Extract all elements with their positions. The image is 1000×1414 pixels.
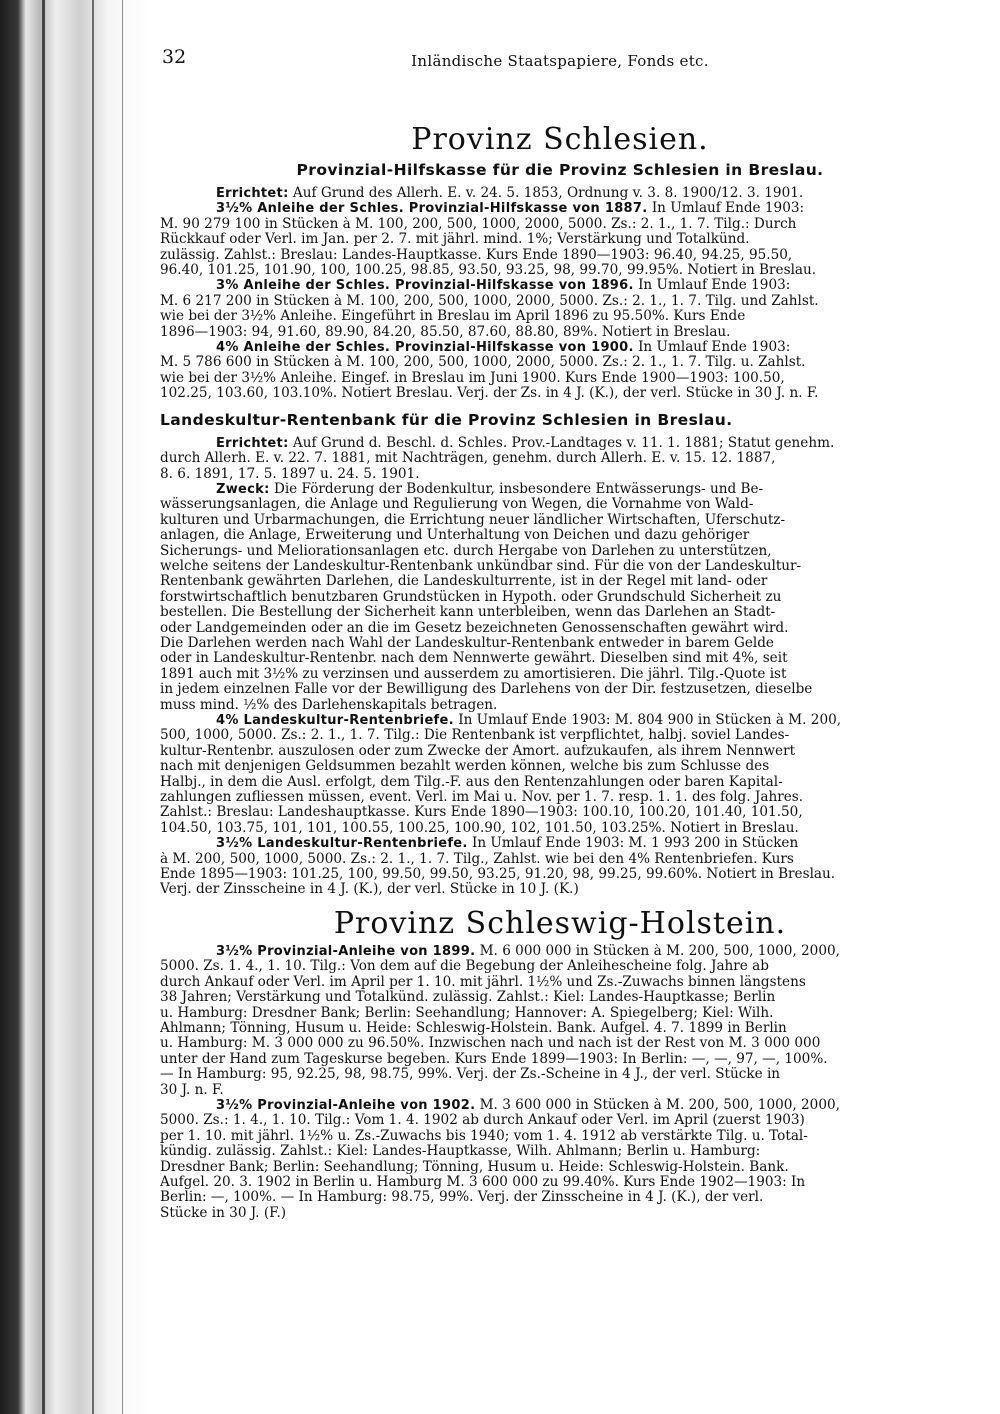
- rentenbriefe-4-label: 4% Landeskultur-Rentenbriefe.: [216, 713, 454, 728]
- binding-shadow-line: [42, 0, 45, 1414]
- loan-1900-line: 102.25, 103.60, 103.10%. Notiert Breslau. Verj. der Zs. in 4 J. (K.), der verl. Stücke in 30 J. n. F.: [160, 386, 819, 402]
- zweck-line: welche seitens der Landeskultur-Rentenbank unkündbar sind. Für die von der Landeskultur-: [160, 558, 802, 574]
- paragraph-rentenbriefe-4: [160, 713, 960, 728]
- loan-1900-line: M. 5 786 600 in Stücken à M. 100, 200, 500, 1000, 2000, 5000. Zs.: 2. 1., 1. 7. Tilg. u. Zahlst.: [160, 355, 806, 371]
- rentenbriefe-4-line: 500, 1000, 5000. Zs.: 2. 1., 1. 7. Tilg.: Die Rentenbank ist verpflichtet, halbj. soviel Landes-: [160, 728, 790, 744]
- paragraph-loan-1887: [160, 201, 960, 216]
- anleihe-1902-line: Dresdner Bank; Berlin: Seehandlung; Tönning, Husum u. Heide: Schleswig-Holstein. Bank.: [160, 1159, 789, 1175]
- label-errichtet: Errichtet:: [216, 186, 289, 201]
- rentenbriefe-4-line: 104.50, 103.75, 101, 101, 100.55, 100.25, 100.90, 102, 101.50, 103.25%. Notiert in Breslau.: [160, 820, 799, 836]
- anleihe-1899-line: 38 Jahren; Verstärkung und Totalkünd. zulässig. Zahlst.: Kiel: Landes-Hauptkasse; Berlin: [160, 990, 776, 1006]
- paragraph-anleihe-1899: [160, 944, 960, 959]
- paragraph-rentenbank-errichtet: [160, 436, 960, 451]
- running-header: [160, 40, 960, 70]
- anleihe-1902-line: Berlin: —, 100%. — In Hamburg: 98.75, 99%. Verj. der Zinsscheine in 4 J. (K.), der verl.: [160, 1190, 764, 1206]
- anleihe-1899-line: u. Hamburg: Dresdner Bank; Berlin: Seehandlung; Hannover: A. Spiegelberg; Kiel: Wilh.: [160, 1005, 774, 1021]
- zweck-line: oder in Landeskultur-Rentenbr. nach dem Nennwerte gewährt. Dieselben sind mit 4%, seit: [160, 651, 788, 667]
- zweck-line: wässerungsanlagen, die Anlage und Regulierung von Wegen, die Vornahme von Wald-: [160, 497, 754, 513]
- loan-1900-label: 4% Anleihe der Schles. Provinzial-Hilfskasse von 1900.: [216, 340, 634, 356]
- rentenbriefe-35-line: Ende 1895—1903: 101.25, 100, 99.50, 99.50, 93.25, 91.20, 98, 99.25, 99.60%. Notiert in Breslau.: [160, 867, 836, 883]
- anleihe-1902-line: 5000. Zs.: 1. 4., 1. 10. Tilg.: Vom 1. 4. 1902 ab durch Ankauf oder Verl. im April (zuerst 1903): [160, 1113, 805, 1129]
- rentenbriefe-35-label: 3½% Landeskultur-Rentenbriefe.: [216, 836, 468, 852]
- loan-1896-line: M. 6 217 200 in Stücken à M. 100, 200, 500, 1000, 2000, 5000. Zs.: 2. 1., 1. 7. Tilg. und Zahlst.: [160, 293, 819, 309]
- rentenbriefe-4-line: In Umlauf Ende 1903: M. 804 900 in Stücken à M. 200,: [458, 713, 842, 728]
- loan-1896-label: 3% Anleihe der Schles. Provinzial-Hilfskasse von 1896.: [216, 278, 634, 294]
- loan-1900-line: In Umlauf Ende 1903:: [638, 340, 791, 356]
- institution-heading-hilfskasse: Provinzial-Hilfskasse für die Provinz Schlesien in Breslau.: [296, 161, 824, 179]
- zweck-line: muss mind. ½% des Darlehenskapitals betragen.: [160, 697, 498, 713]
- zweck-line: anlagen, die Anlage, Erweiterung und Unterhaltung von Deichen und dazu gehöriger: [160, 528, 750, 544]
- anleihe-1902-label: 3½% Provinzial-Anleihe von 1902.: [216, 1097, 476, 1113]
- loan-1896-line: wie bei der 3½% Anleihe. Eingeführt in Breslau im April 1896 zu 95.50%. Kurs Ende: [160, 309, 746, 325]
- paragraph-zweck: [160, 482, 960, 497]
- zweck-line: oder Landgemeinden oder an die im Gesetz bezeichneten Genossenschaften gewährt wird.: [160, 620, 789, 636]
- scan-binding-edge: [0, 0, 150, 1414]
- rentenbriefe-35-line: Verj. der Zinsscheine in 4 J. (K.), der verl. Stücke in 10 J. (K.): [160, 882, 579, 898]
- rentenbriefe-4-line: Zahlst.: Breslau: Landeshauptkasse. Kurs Ende 1890—1903: 100.10, 100.20, 101.40, 101.50,: [160, 805, 803, 821]
- zweck-line: in jedem einzelnen Falle vor der Bewilligung des Darlehens von der Dir. festzusetzen, dieselbe: [160, 682, 813, 698]
- loan-1900-line: wie bei der 3½% Anleihe. Eingef. in Breslau im Juni 1900. Kurs Ende 1900—1903: 100.50,: [160, 370, 785, 386]
- rentenbank-errichtet-line: 8. 6. 1891, 17. 5. 1897 u. 24. 5. 1901.: [160, 466, 420, 482]
- rentenbriefe-35-line: à M. 200, 500, 1000, 5000. Zs.: 2. 1., 1. 7. Tilg., Zahlst. wie bei den 4% Rentenbriefen. Kurs: [160, 851, 794, 867]
- anleihe-1899-line: 30 J. n. F.: [160, 1082, 224, 1098]
- anleihe-1899-label: 3½% Provinzial-Anleihe von 1899.: [216, 943, 476, 959]
- rentenbriefe-4-line: Halbj., in dem die Ausl. erfolgt, dem Tilg.-F. aus den Rentenzahlungen oder baren Kapital-: [160, 774, 783, 790]
- rentenbriefe-35-line: In Umlauf Ende 1903: M. 1 993 200 in Stücken: [471, 836, 799, 852]
- anleihe-1899-line: u. Hamburg: M. 3 000 000 zu 96.50%. Inzwischen nach und nach ist der Rest von M. 3 000 000: [160, 1036, 821, 1052]
- running-title: Inländische Staatspapiere, Fonds etc.: [411, 52, 709, 70]
- loan-1887-label: 3½% Anleihe der Schles. Provinzial-Hilfskasse von 1887.: [216, 201, 648, 217]
- section-title-schleswig-holstein: Provinz Schleswig-Holstein.: [333, 905, 787, 941]
- zweck-line: Die Darlehen werden nach Wahl der Landeskultur-Rentenbank entweder in barem Gelde: [160, 635, 774, 651]
- document-page: [160, 40, 960, 1380]
- label-zweck: Zweck:: [216, 481, 270, 497]
- zweck-line: bestellen. Die Bestellung der Sicherheit kann unterbleiben, wenn das Darlehen an Stadt-: [160, 605, 776, 621]
- text-errichtet: Auf Grund des Allerh. E. v. 24. 5. 1853, Ordnung v. 3. 8. 1900/12. 3. 1901.: [292, 186, 804, 201]
- loan-1896-line: 1896—1903: 94, 91.60, 89.90, 84.20, 85.50, 87.60, 88.80, 89%. Notiert in Breslau.: [160, 324, 731, 340]
- label-errichtet: Errichtet:: [216, 435, 289, 451]
- paragraph-loan-1900: [160, 340, 960, 355]
- rentenbriefe-4-line: zahlungen zufliessen müssen, event. Verl. im Mai u. Nov. per 1. 7. resp. 1. 1. des folg. Jahres.: [160, 790, 804, 806]
- zweck-line: 1891 auch mit 3½% zu verzinsen und ausserdem zu amortisieren. Die jährl. Tilg.-Quote ist: [160, 666, 787, 682]
- paragraph-loan-1896: [160, 278, 960, 293]
- zweck-line: Die Förderung der Bodenkultur, insbesondere Entwässerungs- und Be-: [273, 481, 764, 497]
- binding-shadow-line: [122, 0, 123, 1414]
- anleihe-1899-line: Ahlmann; Tönning, Husum u. Heide: Schleswig-Holstein. Bank. Aufgel. 4. 7. 1899 in Berlin: [160, 1020, 787, 1036]
- rentenbank-errichtet-line: Auf Grund d. Beschl. d. Schles. Prov.-Landtages v. 11. 1. 1881; Statut genehm.: [292, 435, 835, 451]
- loan-1887-line: zulässig. Zahlst.: Breslau: Landes-Hauptkasse. Kurs Ende 1890—1903: 96.40, 94.25, 95.50,: [160, 247, 793, 263]
- loan-1887-line: In Umlauf Ende 1903:: [651, 201, 805, 217]
- anleihe-1902-line: Stücke in 30 J. (F.): [160, 1205, 287, 1221]
- loan-1887-line: M. 90 279 100 in Stücken à M. 100, 200, 500, 1000, 2000, 5000. Zs.: 2. 1., 1. 7. Tilg.: Durch: [160, 216, 797, 232]
- section-title-schlesien: Provinz Schlesien.: [411, 122, 709, 157]
- loan-1887-line: 96.40, 101.25, 101.90, 100, 100.25, 98.85, 93.50, 93.25, 98, 99.70, 99.95%. Notiert in Breslau.: [160, 263, 817, 279]
- zweck-line: forstwirtschaftlich benutzbaren Grundstücken in Hypoth. oder Grundschuld Sicherheit zu: [160, 589, 782, 605]
- zweck-line: kulturen und Urbarmachungen, die Errichtung neuer ländlicher Wirtschaften, Uferschutz-: [160, 512, 786, 528]
- anleihe-1902-line: Aufgel. 20. 3. 1902 in Berlin u. Hamburg M. 3 600 000 zu 99.40%. Kurs Ende 1902—1903: In: [160, 1174, 806, 1190]
- zweck-line: Rentenbank gewährten Darlehen, die Landeskulturrente, ist in der Regel mit land- oder: [160, 574, 768, 590]
- paragraph-errichtet: [160, 186, 960, 201]
- anleihe-1899-line: 5000. Zs. 1. 4., 1. 10. Tilg.: Von dem auf die Begebung der Anleihescheine folg. Jahre ab: [160, 959, 769, 975]
- rentenbriefe-4-line: nach mit denjenigen Geldsummen bezahlt werden können, welche bis zum Schlusse des: [160, 759, 770, 775]
- binding-shadow-line: [92, 0, 94, 1414]
- anleihe-1899-line: durch Ankauf oder Verl. im April per 1. 10. mit jährl. 1½% und Zs.-Zuwachs binnen längstens: [160, 974, 806, 990]
- anleihe-1899-line: — In Hamburg: 95, 92.25, 98, 98.75, 99%. Verj. der Zs.-Scheine in 4 J., der verl. Stücke in: [160, 1067, 781, 1083]
- anleihe-1899-line: unter der Hand zum Tageskurse begeben. Kurs Ende 1899—1903: In Berlin: —, —, 97, —, 100%.: [160, 1051, 828, 1067]
- loan-1887-line: Rückkauf oder Verl. im Jan. per 2. 7. mit jährl. mind. 1%; Verstärkung und Totalkünd.: [160, 232, 750, 248]
- page-number: 32: [162, 46, 187, 68]
- anleihe-1902-line: per 1. 10. mit jährl. 1½% u. Zs.-Zuwachs bis 1940; vom 1. 4. 1912 ab verstärkte Tilg. u. Total-: [160, 1128, 808, 1144]
- loan-1896-line: In Umlauf Ende 1903:: [638, 278, 791, 294]
- institution-heading-rentenbank: Landeskultur-Rentenbank für die Provinz Schlesien in Breslau.: [160, 410, 733, 429]
- anleihe-1902-line: M. 3 600 000 in Stücken à M. 200, 500, 1000, 2000,: [479, 1097, 840, 1113]
- anleihe-1902-line: kündig. zulässig. Zahlst.: Kiel: Landes-Hauptkasse, Wilh. Ahlmann; Berlin u. Hamburg:: [160, 1144, 761, 1160]
- paragraph-rentenbriefe-35: [160, 836, 960, 851]
- zweck-line: Sicherungs- und Meliorationsanlagen etc. durch Hergabe von Darlehen zu unterstützen,: [160, 543, 772, 559]
- rentenbank-errichtet-line: durch Allerh. E. v. 22. 7. 1881, mit Nachträgen, genehm. durch Allerh. E. v. 15. 12. 1887,: [160, 451, 776, 467]
- anleihe-1899-line: M. 6 000 000 in Stücken à M. 200, 500, 1000, 2000,: [479, 943, 840, 959]
- paragraph-anleihe-1902: [160, 1098, 960, 1113]
- rentenbriefe-4-line: kultur-Rentenbr. auszulosen oder zum Zwecke der Amort. aufzukaufen, als ihrem Nennwert: [160, 743, 796, 759]
